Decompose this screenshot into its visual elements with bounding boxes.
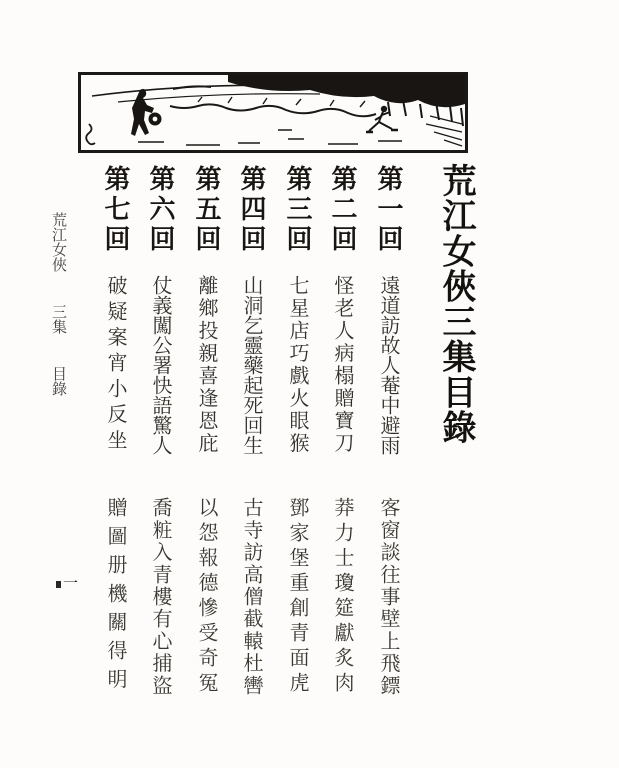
- margin-section-label: 目錄: [50, 366, 66, 396]
- chapter-number: 第五回: [192, 165, 221, 255]
- margin-series-title: 荒江女俠: [50, 212, 66, 272]
- chapter-couplet-line-1: 遠道訪故人菴中避雨: [377, 275, 399, 455]
- chapter-couplet-line-1: 山洞乞靈藥起死回生: [240, 275, 262, 455]
- chapter-couplet-line-2: 喬粧入青樓有心捕盜: [149, 497, 171, 697]
- chapter-couplet-line-1: 破疑案宵小反坐: [104, 275, 126, 455]
- toc-entry-chapter-7: [98, 165, 132, 710]
- toc-entry-chapter-6: [143, 165, 177, 710]
- chapter-number: 第六回: [146, 165, 175, 255]
- chapter-couplet-line-1: 仗義闖公署快語驚人: [149, 275, 171, 455]
- chapter-number: 第四回: [237, 165, 266, 255]
- chapter-number: 第一回: [374, 165, 403, 255]
- margin-label: [50, 212, 65, 396]
- illustration-riverbank-chase-scene: [78, 72, 468, 153]
- chapter-couplet-line-2: 鄧家堡重創青面虎: [286, 497, 308, 697]
- chapter-couplet-line-1: 怪老人病榻贈寶刀: [331, 275, 353, 455]
- chapter-couplet-line-2: 莽力士瓊筵獻炙肉: [331, 497, 353, 697]
- chapter-couplet-line-2: 客窗談往事壁上飛鏢: [377, 497, 399, 697]
- toc-entry-chapter-2: [325, 165, 359, 710]
- toc-entry-chapter-1: [371, 165, 405, 710]
- toc-entry-chapter-4: [234, 165, 268, 710]
- figure-left: [131, 89, 162, 136]
- illustration-svg: [78, 72, 468, 153]
- chapter-couplet-line-1: 離鄉投親喜逢恩庇: [195, 275, 217, 455]
- chapter-couplet-line-1: 七星店巧戲火眼猴: [286, 275, 308, 455]
- chapter-number: 第二回: [328, 165, 357, 255]
- margin-volume-label: 三集: [50, 304, 66, 334]
- folio-page-number: 一: [56, 572, 79, 593]
- chapter-number: 第三回: [283, 165, 312, 255]
- chapter-couplet-line-2: 贈圖册機關得明: [104, 497, 126, 697]
- toc-entry-chapter-3: [280, 165, 314, 710]
- page-title: 荒江女俠三集目錄: [437, 163, 474, 445]
- toc-entry-chapter-5: [189, 165, 223, 710]
- chapter-number: 第七回: [101, 165, 130, 255]
- artist-mark: [86, 124, 95, 144]
- chapter-couplet-line-2: 古寺訪高僧截轅杜轡: [240, 497, 262, 697]
- chapter-couplet-line-2: 以怨報德慘受奇冤: [195, 497, 217, 697]
- figure-right: [366, 106, 398, 132]
